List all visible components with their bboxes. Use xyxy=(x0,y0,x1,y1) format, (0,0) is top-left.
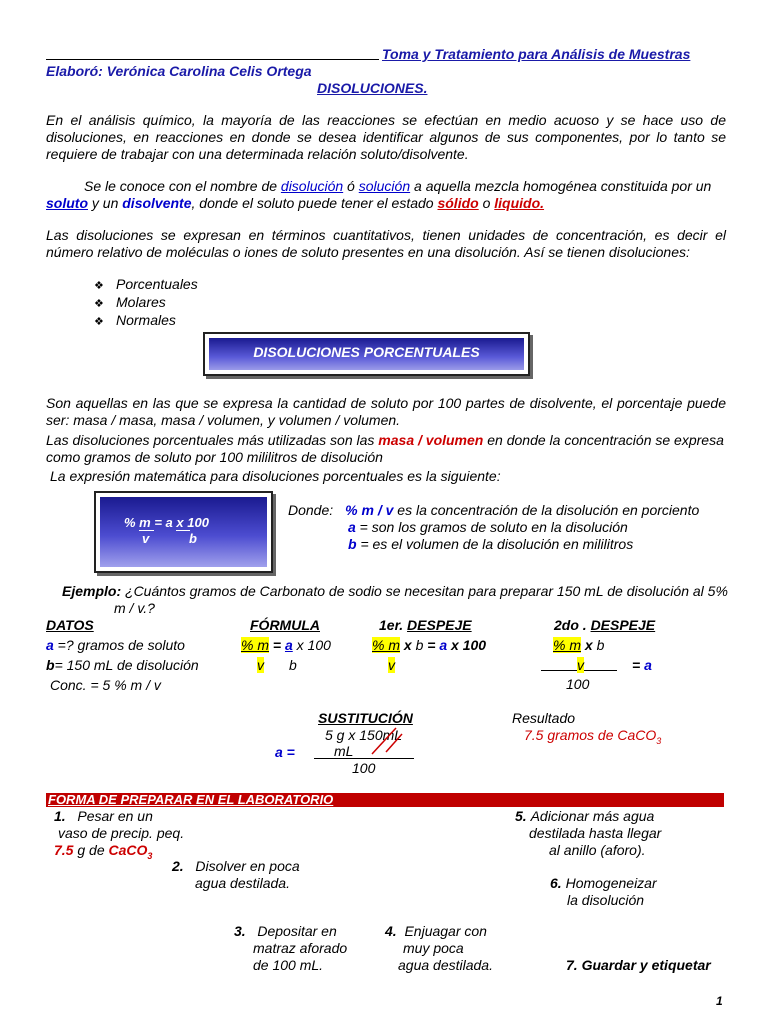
donde-block: Donde: % m / v es la concentración de la disolución en porciento a = son los gramos de soluto en la disolución b = es el volumen de la disolución en mililitros xyxy=(288,502,700,552)
section-title: DISOLUCIONES PORCENTUALES xyxy=(253,344,480,360)
example-question: Ejemplo: ¿Cuántos gramos de Carbonato de sodio se necesitan para preparar 150 mL de disolución al 5% xyxy=(62,583,728,599)
step-2: 2. Disolver en poca agua destilada. xyxy=(172,858,300,891)
step-1: 1. Pesar en un vaso de precip. peq. 7.5 g de CaCO$_3$ xyxy=(54,808,185,861)
example-question-cont: m / v.? xyxy=(114,600,155,616)
col-despeje-2: 2do . DESPEJE xyxy=(554,617,656,633)
link-disolucion: disolución xyxy=(280,178,344,194)
step-6: 6. Homogeneizar la disolución xyxy=(550,875,657,908)
section-header-laboratorio xyxy=(46,793,724,807)
sustitucion-den: 100 xyxy=(352,760,376,776)
page-number: 1 xyxy=(716,994,723,1008)
despeje-2-expression: % m x b xyxy=(553,637,605,653)
diamond-bullet-icon: ❖ xyxy=(94,316,104,328)
term-solido: sólido xyxy=(437,195,479,211)
sustitucion-ml: mL xyxy=(334,743,354,759)
despeje-2-result: = a xyxy=(632,657,652,673)
document-title: DISOLUCIONES. xyxy=(317,80,428,96)
datos-a: a =? gramos de soluto xyxy=(46,637,185,653)
list-item: ❖ Molares xyxy=(94,294,166,310)
porc-paragraph-3: La expresión matemática para disoluciones porcentuales es la siguiente: xyxy=(50,468,501,484)
formula-box xyxy=(94,491,273,573)
author: Elaboró: Verónica Carolina Celis Ortega xyxy=(46,63,312,79)
despeje-1-expression: % m x b = a x 100 xyxy=(372,637,487,653)
header-rule xyxy=(46,59,379,60)
col-despeje-1: 1er. DESPEJE xyxy=(379,617,472,633)
step-3: 3. Depositar en matraz aforado de 100 mL. xyxy=(234,923,348,973)
resultado-value: 7.5 gramos de CaCO$_3$ xyxy=(524,727,662,746)
term-disolvente: disolvente xyxy=(122,195,192,211)
intro-paragraph-2: Se le conoce con el nombre de disolución ó solución a aquella mezcla homogénea constituida por un soluto y un disolvente, donde el soluto puede tener el estado sólido o liquido. xyxy=(46,178,712,211)
sustitucion-a: a = xyxy=(275,744,295,760)
step-7: 7. Guardar y etiquetar xyxy=(566,957,711,973)
list-item: ❖ Normales xyxy=(94,312,176,328)
term-soluto: soluto xyxy=(46,195,88,211)
despeje-1-v: v xyxy=(388,657,395,673)
step-4: 4. Enjuagar con muy poca agua destilada. xyxy=(385,923,493,973)
porc-paragraph-1: Son aquellas en las que se expresa la cantidad de soluto por 100 partes de disolvente, el porcentaje puede ser: masa / masa, masa / volumen, y volumen / volumen. xyxy=(46,395,726,428)
link-solucion: solución xyxy=(358,178,411,194)
term-volumen: volumen xyxy=(425,432,484,448)
step-5: 5. Adicionar más agua destilada hasta llegar al anillo (aforo). xyxy=(515,808,662,858)
col-datos: DATOS xyxy=(46,617,94,633)
type-list xyxy=(94,276,198,330)
strikethrough-mark xyxy=(366,724,406,758)
sustitucion-numerator: 5 g x 150mL xyxy=(325,727,403,743)
header-title: Toma y Tratamiento para Análisis de Muestras xyxy=(382,46,691,62)
list-item: ❖ Porcentuales xyxy=(94,276,198,292)
col-formula: FÓRMULA xyxy=(250,617,320,633)
term-liquido: liquido. xyxy=(494,195,545,211)
datos-conc: Conc. = 5 % m / v xyxy=(50,677,161,693)
despeje-2-den: 100 xyxy=(566,676,590,692)
sustitucion-title: SUSTITUCIÓN xyxy=(318,710,413,726)
resultado-label: Resultado xyxy=(512,710,576,726)
intro-paragraph-1: En el análisis químico, la mayoría de las reacciones se efectúan en medio acuoso y se hace uso de disoluciones, en reacciones en donde se desea identificar algunos de sus componentes, por lo tanto se requiere de trabajar con una determinada relación soluto/disolvente. xyxy=(46,112,726,162)
datos-b: b= 150 mL de disolución xyxy=(46,657,199,673)
formula-expression: % m = a x 100 xyxy=(241,637,331,653)
section-header-porcentuales xyxy=(203,332,530,376)
diamond-bullet-icon: ❖ xyxy=(94,298,104,310)
despeje-2-v: v xyxy=(577,657,584,673)
intro-paragraph-3: Las disoluciones se expresan en términos cuantitativos, tienen unidades de concentración, es decir el número relativo de moléculas o iones de soluto presentes en una disolución. Así se tienen disoluciones: xyxy=(46,227,726,260)
term-masa: masa xyxy=(378,432,415,448)
formula-v: v xyxy=(257,657,264,673)
diamond-bullet-icon: ❖ xyxy=(94,280,104,292)
porc-paragraph-2: Las disoluciones porcentuales más utilizadas son las masa / volumen en donde la concentración se expresa como gramos de soluto por 100 mililitros de disolución xyxy=(46,432,724,465)
section-title: FORMA DE PREPARAR EN EL LABORATORIO xyxy=(48,792,334,807)
formula-denominator: v b xyxy=(142,531,197,546)
formula-numerator: % m = a x 100 xyxy=(124,515,209,530)
formula-b: b xyxy=(289,657,297,673)
